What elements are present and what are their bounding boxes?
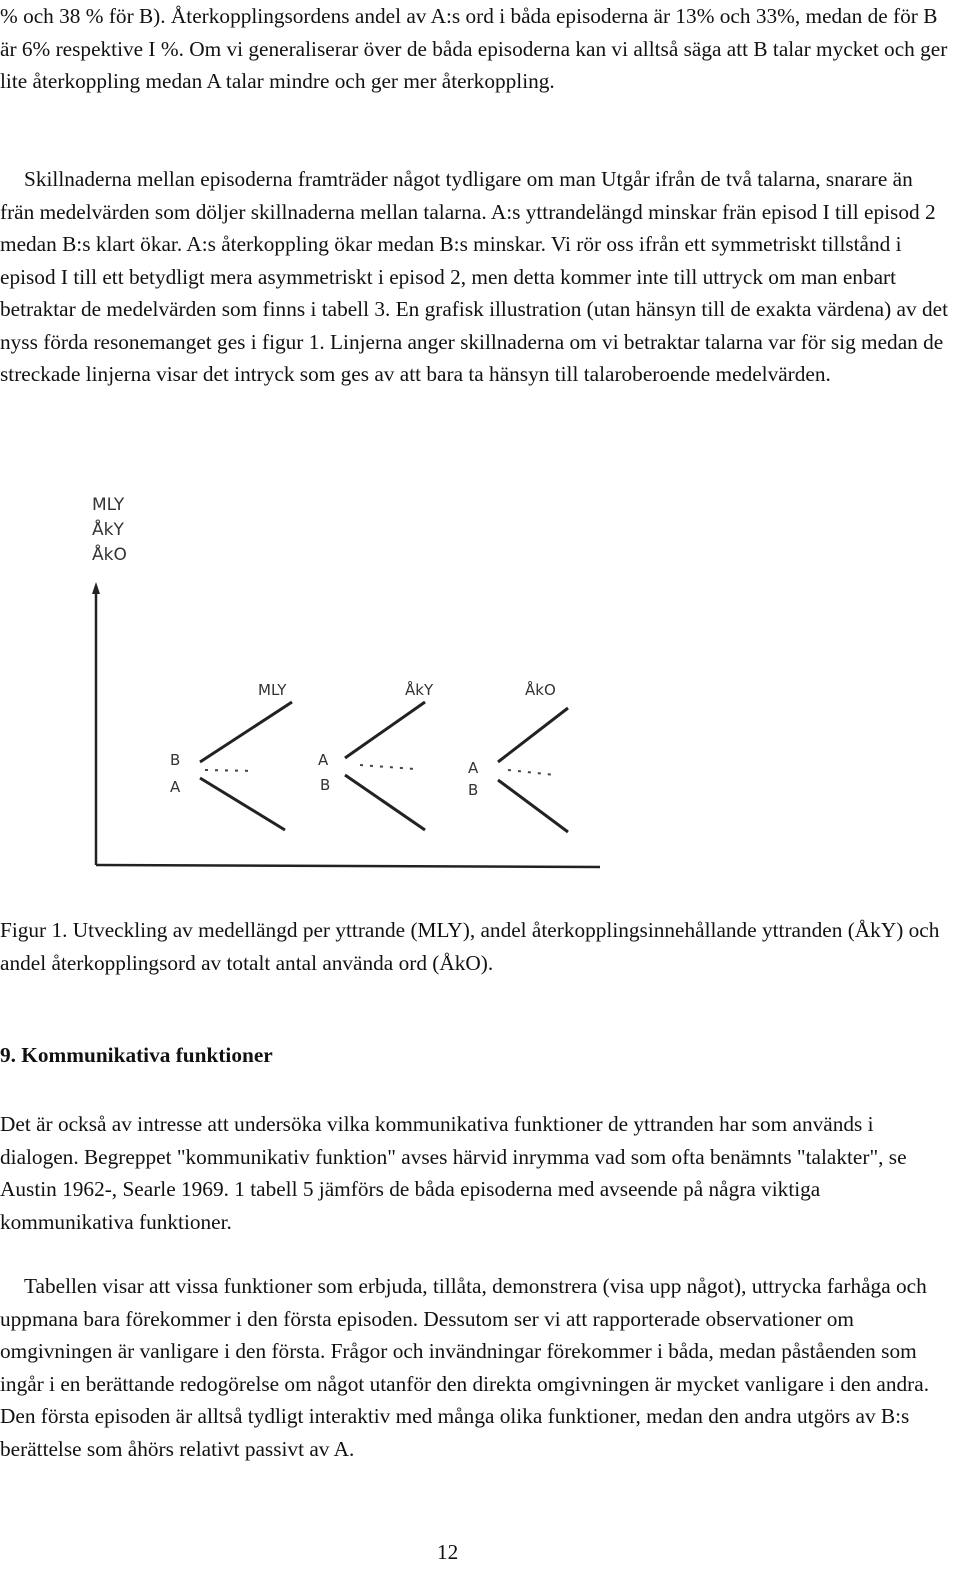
figure-1 — [80, 490, 620, 890]
group-title-ako: ÅkO — [525, 681, 556, 699]
group2-lower-label: B — [320, 776, 331, 794]
paragraph-1: % och 38 % för B). Återkopplingsordens andel av A:s ord i båda episoderna är 13% och 33%, medan de för B är 6% respektive I %. Om vi generaliserar över de båda episoderna kan vi alltså säga att B talar mycket och ger lite återkoppling medan A talar mindre och ger mer återkoppling. — [0, 4, 948, 93]
group2-upper-label: A — [318, 751, 329, 769]
group3-line-upper — [498, 708, 568, 762]
group3-lower-label: B — [468, 781, 479, 799]
group-title-aky: ÅkY — [405, 681, 434, 699]
figure-caption: Figur 1. Utveckling av medellängd per yttrande (MLY), andel återkopplingsinnehållande yttranden (ÅkY) och andel återkopplingsord av totalt antal använda ord (ÅkO). — [0, 918, 940, 975]
group1-lower-label: A — [170, 778, 181, 796]
axis-label-mly: MLY — [92, 495, 125, 515]
y-axis-arrow — [92, 582, 100, 594]
group-title-mly: MLY — [258, 681, 287, 699]
group3-dashed-average — [508, 770, 555, 775]
group3-line-lower — [498, 780, 568, 832]
group1-dashed-average — [205, 770, 255, 771]
paragraph-4: Det är också av intresse att undersöka vilka kommunikativa funktioner de yttranden har som används i dialogen. Begreppet "kommunikativ funktion" avses härvid inrymma vad som ofta benämnts "talakter", se Austin 1962-, Searle 1969. 1 tabell 5 jämförs de båda episoderna med avseende på några viktiga kommunikativa funktioner. — [0, 1112, 907, 1234]
axis-label-ako: ÅkO — [92, 545, 127, 565]
group2-dashed-average — [360, 765, 415, 769]
figure-1-diagram — [80, 490, 620, 890]
x-axis — [96, 865, 600, 867]
group3-upper-label: A — [468, 759, 479, 777]
page-number: 12 — [437, 1540, 459, 1564]
paragraph-2: Skillnaderna mellan episoderna framträder något tydligare om man Utgår ifrån de två talarna, snarare än frän medelvärden som döljer skillnaderna mellan talarna. A:s yttrandelängd minskar frän episod I till episod 2 medan B:s klart ökar. A:s återkoppling ökar medan B:s minskar. Vi rör oss ifrån ett symmetriskt tillstånd i episod I till ett betydligt mera asymmetriskt i episod 2, men detta kommer inte till uttryck om man enbart betraktar de medelvärden som finns i tabell 3. En grafisk illustration (utan hänsyn till de exakta värdena) av det nyss förda resonemanget ges i figur 1. Linjerna anger skillnaderna om vi betraktar talarna var för sig medan de streckade linjerna visar det intryck som ges av att bara ta hänsyn till talaroberoende medelvärden. — [0, 167, 948, 386]
group2-line-lower — [345, 775, 425, 830]
group1-upper-label: B — [170, 751, 181, 769]
paragraph-5: Tabellen visar att vissa funktioner som erbjuda, tillåta, demonstrera (visa upp något), uttrycka farhåga och uppmana bara förekommer i den första episoden. Dessutom ser vi att rapporterade observationer om omgivningen är vanligare i den första. Frågor och invändningar förekommer i båda, medan påståenden som ingår i en berättande redogörelse om något utanför den direkta omgivningen är mycket vanligare i den andra. Den första episoden är alltså tydligt interaktiv med många olika funktioner, medan den andra utgörs av B:s berättelse som åhörs relativt passivt av A. — [0, 1274, 930, 1461]
group1-line-upper — [200, 702, 292, 762]
group2-line-upper — [345, 702, 425, 758]
group1-line-lower — [200, 778, 285, 830]
axis-label-aky: ÅkY — [92, 520, 124, 540]
section-heading: 9. Kommunikativa funktioner — [0, 1043, 273, 1067]
